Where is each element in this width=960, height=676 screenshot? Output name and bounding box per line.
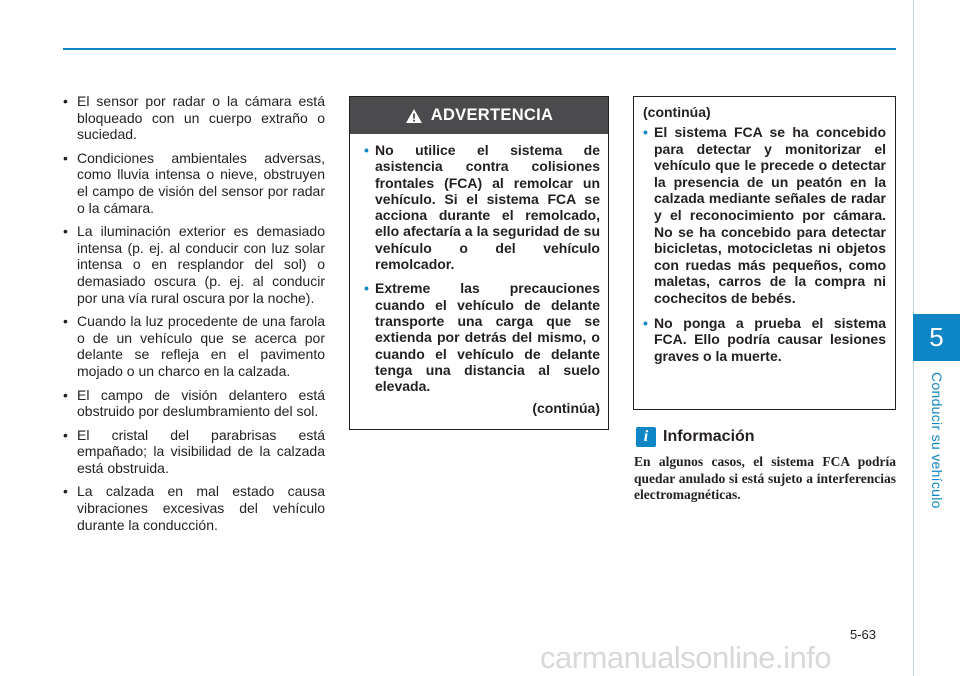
info-icon: i	[636, 427, 656, 447]
info-text: En algunos casos, el sistema FCA podría quedar anulado si está sujeto a interferencias electromagnéticas.	[634, 454, 896, 502]
list-item: • El sensor por radar o la cámara está bloqueado con un cuerpo extraño o suciedad.	[63, 93, 325, 143]
list-item: • El cristal del parabrisas está empañado; la visibilidad de la calzada está obstruida.	[63, 427, 325, 477]
continuation-title: (continúa)	[643, 104, 711, 120]
warning-item: • El sistema FCA se ha concebido para detectar y monitorizar el vehículo que le precede o detectar la presencia de un peatón en la calzada mediante señales de radar y el reconocimiento por cámara. No se ha concebido para detectar bicicletas, motocicletas ni objetos con ruedas más pequeños, como maletas, carros de la compra ni cochecitos de bebés.	[643, 124, 886, 307]
chapter-tab: 5	[913, 314, 960, 361]
warning-continuation-box	[633, 96, 896, 410]
list-item: • Condiciones ambientales adversas, como lluvia intensa o nieve, obstruyen el campo de visión del sensor por radar o la cámara.	[63, 150, 325, 216]
list-item: • El campo de visión delantero está obstruido por deslumbramiento del sol.	[63, 387, 325, 420]
info-header	[636, 426, 755, 448]
warning-title: ADVERTENCIA	[430, 106, 554, 124]
warning-box	[349, 96, 609, 430]
watermark: carmanualsonline.info	[540, 640, 832, 675]
section-title: Conducir su vehículo	[929, 372, 945, 509]
warning-item: • No ponga a prueba el sistema FCA. Ello podría causar lesiones graves o la muerte.	[643, 315, 886, 365]
top-rule	[63, 48, 896, 50]
warning-triangle-icon	[405, 108, 423, 124]
conditions-list	[63, 93, 325, 540]
list-item: • La calzada en mal estado causa vibraciones excesivas del vehículo durante la conducción.	[63, 483, 325, 533]
warning-item: • Extreme las precauciones cuando el vehículo de delante transporte una carga que se extienda por detrás del mismo, o cuando el vehículo de delante tenga una distancia al suelo elevada.	[364, 280, 600, 394]
info-title: Información	[663, 428, 755, 445]
warning-header	[350, 97, 608, 134]
warning-item: • No utilice el sistema de asistencia contra colisiones frontales (FCA) al remolcar un vehículo. Si el sistema FCA se acciona durante el remolcado, ello afectaría a la seguridad de su vehículo o del vehículo remolcador.	[364, 142, 600, 272]
page-number: 5-63	[850, 627, 877, 642]
continues-label: (continúa)	[532, 400, 600, 417]
list-item: • La iluminación exterior es demasiado intensa (p. ej. al conducir con luz solar intensa o en resplandor del sol) o demasiado oscura (p. ej. al conducir por una vía rural oscura por la noche).	[63, 223, 325, 306]
list-item: • Cuando la luz procedente de una farola o de un vehículo que se acerca por delante se refleja en el pavimento mojado o un charco en la calzada.	[63, 313, 325, 379]
